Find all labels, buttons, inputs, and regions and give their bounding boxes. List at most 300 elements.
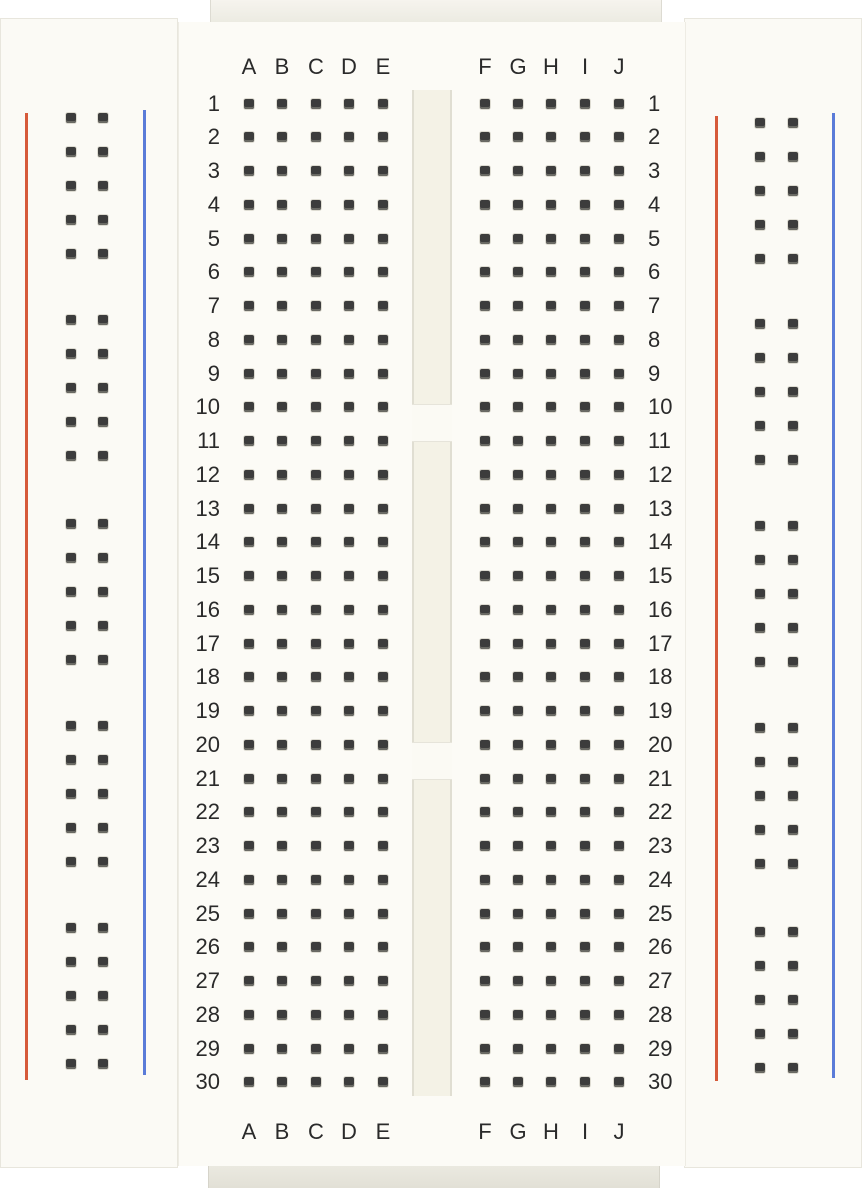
terminal-hole: [480, 605, 490, 615]
terminal-hole: [244, 200, 254, 210]
terminal-hole: [344, 672, 354, 682]
column-label: E: [375, 1119, 391, 1144]
column-label: F: [478, 54, 492, 79]
terminal-hole: [344, 875, 354, 885]
power-rail-hole: [788, 623, 798, 633]
terminal-hole: [614, 132, 624, 142]
terminal-hole: [378, 774, 388, 784]
terminal-hole: [513, 571, 523, 581]
terminal-hole: [513, 875, 523, 885]
terminal-hole: [614, 402, 624, 412]
terminal-hole: [344, 942, 354, 952]
column-label: D: [341, 54, 357, 79]
terminal-hole: [580, 909, 590, 919]
top-tab: [210, 0, 662, 23]
terminal-hole: [580, 99, 590, 109]
terminal-hole: [311, 234, 321, 244]
column-label: H: [543, 1119, 559, 1144]
power-rail-hole: [98, 957, 108, 967]
terminal-hole: [378, 672, 388, 682]
terminal-hole: [546, 99, 556, 109]
row-number: 14: [648, 529, 673, 555]
terminal-hole: [311, 976, 321, 986]
terminal-hole: [480, 909, 490, 919]
terminal-hole: [580, 1044, 590, 1054]
terminal-hole: [244, 1010, 254, 1020]
power-rail-hole: [98, 113, 108, 123]
terminal-hole: [580, 875, 590, 885]
terminal-hole: [277, 132, 287, 142]
terminal-hole: [546, 234, 556, 244]
power-rail-hole: [98, 587, 108, 597]
terminal-hole: [614, 267, 624, 277]
row-number: 27: [195, 968, 220, 993]
terminal-hole: [614, 470, 624, 480]
terminal-hole: [580, 301, 590, 311]
power-rail-hole: [66, 923, 76, 933]
power-rail-hole: [66, 383, 76, 393]
terminal-hole: [614, 200, 624, 210]
terminal-hole: [614, 1010, 624, 1020]
column-label: I: [581, 1119, 589, 1144]
terminal-hole: [344, 706, 354, 716]
row-number: 6: [648, 259, 661, 285]
power-rail-hole: [755, 421, 765, 431]
terminal-hole: [344, 99, 354, 109]
terminal-hole: [311, 267, 321, 277]
terminal-hole: [546, 875, 556, 885]
terminal-hole: [378, 166, 388, 176]
row-number: 18: [195, 664, 220, 690]
terminal-hole: [480, 436, 490, 446]
column-label: G: [509, 1119, 527, 1144]
terminal-hole: [244, 605, 254, 615]
terminal-hole: [311, 99, 321, 109]
terminal-hole: [277, 740, 287, 750]
terminal-hole: [344, 774, 354, 784]
power-rail-hole: [788, 791, 798, 801]
terminal-hole: [546, 166, 556, 176]
row-number: 25: [195, 900, 220, 926]
terminal-hole: [546, 672, 556, 682]
terminal-hole: [277, 369, 287, 379]
terminal-hole: [344, 335, 354, 345]
terminal-hole: [344, 470, 354, 480]
terminal-hole: [580, 369, 590, 379]
row-number: 17: [648, 630, 673, 656]
terminal-hole: [244, 436, 254, 446]
power-rail-hole: [755, 657, 765, 667]
power-rail-hole: [788, 555, 798, 565]
terminal-hole: [378, 504, 388, 514]
terminal-hole: [344, 807, 354, 817]
terminal-hole: [311, 132, 321, 142]
terminal-hole: [244, 335, 254, 345]
column-label: H: [543, 54, 559, 79]
terminal-hole: [546, 132, 556, 142]
row-number: 17: [195, 630, 220, 656]
terminal-hole: [344, 234, 354, 244]
terminal-hole: [378, 706, 388, 716]
power-rail-hole: [98, 451, 108, 461]
terminal-hole: [244, 706, 254, 716]
terminal-hole: [244, 672, 254, 682]
terminal-hole: [480, 504, 490, 514]
terminal-hole: [344, 369, 354, 379]
power-rail-hole: [755, 723, 765, 733]
terminal-hole: [480, 335, 490, 345]
terminal-hole: [277, 335, 287, 345]
terminal-hole: [277, 909, 287, 919]
terminal-hole: [378, 200, 388, 210]
terminal-hole: [614, 99, 624, 109]
terminal-hole: [614, 1077, 624, 1087]
terminal-hole: [513, 740, 523, 750]
terminal-hole: [580, 740, 590, 750]
terminal-hole: [311, 774, 321, 784]
terminal-hole: [480, 234, 490, 244]
terminal-hole: [344, 605, 354, 615]
terminal-hole: [277, 672, 287, 682]
terminal-hole: [614, 571, 624, 581]
row-number: 30: [195, 1069, 220, 1095]
power-rail-hole: [755, 319, 765, 329]
terminal-hole: [480, 369, 490, 379]
terminal-hole: [378, 436, 388, 446]
terminal-hole: [277, 1044, 287, 1054]
row-number: 3: [207, 158, 220, 183]
terminal-hole: [311, 841, 321, 851]
terminal-hole: [277, 976, 287, 986]
terminal-hole: [311, 537, 321, 547]
terminal-hole: [513, 942, 523, 952]
terminal-hole: [378, 267, 388, 277]
power-rail-hole: [66, 147, 76, 157]
power-rail-hole: [66, 957, 76, 967]
row-number: 22: [648, 799, 673, 825]
terminal-hole: [244, 942, 254, 952]
terminal-hole: [277, 267, 287, 277]
row-number: 1: [207, 90, 220, 116]
terminal-hole: [580, 436, 590, 446]
terminal-hole: [580, 267, 590, 277]
row-number: 12: [195, 461, 220, 487]
power-rail-hole: [788, 995, 798, 1005]
terminal-hole: [480, 1044, 490, 1054]
right-positive-line: [715, 116, 718, 1081]
column-label: D: [341, 1119, 357, 1144]
terminal-hole: [344, 841, 354, 851]
terminal-hole: [277, 537, 287, 547]
power-rail-hole: [788, 220, 798, 230]
terminal-hole: [614, 807, 624, 817]
terminal-hole: [580, 470, 590, 480]
terminal-hole: [378, 470, 388, 480]
terminal-hole: [580, 504, 590, 514]
row-number: 16: [195, 596, 220, 622]
terminal-hole: [614, 335, 624, 345]
terminal-hole: [614, 639, 624, 649]
row-number: 19: [195, 698, 220, 723]
terminal-hole: [614, 301, 624, 311]
terminal-hole: [513, 436, 523, 446]
terminal-hole: [546, 774, 556, 784]
power-rail-hole: [66, 249, 76, 259]
column-label: B: [274, 1119, 290, 1144]
terminal-hole: [277, 875, 287, 885]
terminal-hole: [344, 166, 354, 176]
terminal-hole: [513, 99, 523, 109]
terminal-hole: [277, 774, 287, 784]
power-rail-hole: [98, 349, 108, 359]
terminal-hole: [614, 976, 624, 986]
terminal-hole: [513, 672, 523, 682]
power-rail-hole: [788, 118, 798, 128]
terminal-hole: [244, 807, 254, 817]
power-rail-hole: [788, 859, 798, 869]
power-rail-hole: [66, 789, 76, 799]
terminal-hole: [311, 1010, 321, 1020]
row-number: 26: [648, 934, 673, 960]
terminal-hole: [580, 807, 590, 817]
terminal-hole: [513, 234, 523, 244]
power-rail-hole: [755, 825, 765, 835]
terminal-hole: [244, 470, 254, 480]
terminal-hole: [614, 1044, 624, 1054]
right-negative-line: [832, 113, 835, 1078]
power-rail-hole: [755, 927, 765, 937]
row-number: 3: [648, 158, 661, 183]
row-number: 11: [197, 428, 220, 453]
terminal-hole: [344, 537, 354, 547]
terminal-hole: [546, 807, 556, 817]
row-number: 4: [207, 191, 220, 217]
terminal-hole: [513, 537, 523, 547]
terminal-hole: [480, 132, 490, 142]
terminal-hole: [344, 436, 354, 446]
row-number: 2: [648, 124, 661, 150]
terminal-hole: [546, 200, 556, 210]
row-number: 15: [195, 563, 220, 588]
power-rail-hole: [788, 353, 798, 363]
row-number: 26: [195, 934, 220, 960]
terminal-hole: [480, 301, 490, 311]
power-rail-hole: [98, 147, 108, 157]
power-rail-hole: [788, 254, 798, 264]
terminal-hole: [344, 402, 354, 412]
terminal-hole: [480, 99, 490, 109]
power-rail-hole: [98, 923, 108, 933]
terminal-hole: [311, 504, 321, 514]
terminal-hole: [614, 672, 624, 682]
power-rail-hole: [755, 521, 765, 531]
terminal-hole: [513, 706, 523, 716]
terminal-hole: [513, 1044, 523, 1054]
terminal-hole: [580, 234, 590, 244]
row-number: 11: [648, 428, 671, 453]
terminal-hole: [311, 605, 321, 615]
power-rail-hole: [755, 118, 765, 128]
terminal-hole: [244, 639, 254, 649]
terminal-hole: [480, 166, 490, 176]
terminal-hole: [378, 335, 388, 345]
terminal-hole: [480, 571, 490, 581]
terminal-hole: [378, 740, 388, 750]
terminal-hole: [244, 537, 254, 547]
row-number: 12: [648, 461, 673, 487]
power-rail-hole: [788, 927, 798, 937]
column-label: J: [613, 54, 625, 79]
terminal-hole: [546, 605, 556, 615]
terminal-hole: [244, 402, 254, 412]
power-rail-hole: [66, 655, 76, 665]
terminal-hole: [378, 942, 388, 952]
terminal-hole: [480, 267, 490, 277]
power-rail-hole: [98, 315, 108, 325]
power-rail-hole: [755, 353, 765, 363]
row-number: 14: [195, 529, 220, 555]
terminal-hole: [311, 706, 321, 716]
terminal-hole: [344, 639, 354, 649]
channel-bridge: [412, 742, 452, 780]
row-number: 10: [648, 394, 673, 420]
power-rail-hole: [66, 991, 76, 1001]
terminal-hole: [580, 706, 590, 716]
terminal-hole: [378, 234, 388, 244]
power-rail-hole: [98, 991, 108, 1001]
power-rail-hole: [98, 823, 108, 833]
terminal-hole: [546, 369, 556, 379]
terminal-hole: [614, 504, 624, 514]
power-rail-hole: [66, 857, 76, 867]
terminal-hole: [378, 99, 388, 109]
terminal-hole: [546, 976, 556, 986]
terminal-hole: [344, 909, 354, 919]
terminal-hole: [513, 1077, 523, 1087]
terminal-hole: [480, 537, 490, 547]
power-rail-hole: [66, 755, 76, 765]
row-number: 5: [648, 225, 661, 251]
power-rail-hole: [788, 152, 798, 162]
terminal-hole: [277, 1010, 287, 1020]
row-number: 7: [648, 293, 661, 318]
row-number: 5: [207, 225, 220, 251]
terminal-hole: [513, 605, 523, 615]
power-rail-hole: [66, 113, 76, 123]
terminal-hole: [480, 976, 490, 986]
terminal-hole: [546, 402, 556, 412]
terminal-hole: [480, 875, 490, 885]
row-number: 21: [195, 765, 220, 791]
power-rail-hole: [755, 1029, 765, 1039]
terminal-hole: [580, 976, 590, 986]
terminal-hole: [513, 976, 523, 986]
terminal-hole: [480, 672, 490, 682]
terminal-hole: [311, 1077, 321, 1087]
terminal-hole: [546, 436, 556, 446]
row-number: 6: [207, 259, 220, 285]
power-rail-hole: [755, 995, 765, 1005]
power-rail-hole: [755, 623, 765, 633]
terminal-hole: [378, 1044, 388, 1054]
terminal-hole: [480, 807, 490, 817]
row-number: 29: [195, 1035, 220, 1061]
terminal-hole: [277, 807, 287, 817]
terminal-hole: [480, 841, 490, 851]
left-negative-line: [143, 110, 146, 1075]
terminal-hole: [546, 942, 556, 952]
terminal-hole: [546, 504, 556, 514]
terminal-hole: [277, 1077, 287, 1087]
terminal-hole: [580, 132, 590, 142]
terminal-hole: [344, 571, 354, 581]
terminal-hole: [244, 166, 254, 176]
terminal-hole: [513, 841, 523, 851]
power-rail-hole: [98, 755, 108, 765]
column-label: B: [274, 54, 290, 79]
terminal-hole: [614, 740, 624, 750]
terminal-hole: [378, 1077, 388, 1087]
terminal-hole: [244, 571, 254, 581]
terminal-hole: [244, 1077, 254, 1087]
terminal-hole: [614, 166, 624, 176]
terminal-hole: [344, 976, 354, 986]
power-rail-hole: [66, 823, 76, 833]
terminal-hole: [311, 875, 321, 885]
terminal-hole: [580, 537, 590, 547]
terminal-hole: [277, 99, 287, 109]
terminal-hole: [513, 301, 523, 311]
row-number: 28: [648, 1001, 673, 1027]
terminal-hole: [546, 470, 556, 480]
terminal-hole: [344, 1044, 354, 1054]
terminal-hole: [277, 436, 287, 446]
terminal-hole: [513, 639, 523, 649]
terminal-hole: [277, 200, 287, 210]
row-number: 27: [648, 968, 673, 993]
row-number: 21: [648, 765, 673, 791]
terminal-hole: [378, 909, 388, 919]
row-number: 28: [195, 1001, 220, 1027]
terminal-hole: [480, 200, 490, 210]
power-rail-hole: [788, 455, 798, 465]
row-number: 1: [648, 90, 661, 116]
terminal-hole: [244, 909, 254, 919]
row-number: 24: [195, 866, 220, 892]
terminal-hole: [580, 166, 590, 176]
row-number: 25: [648, 900, 673, 926]
terminal-hole: [378, 537, 388, 547]
power-rail-hole: [755, 555, 765, 565]
terminal-hole: [546, 1044, 556, 1054]
terminal-hole: [580, 942, 590, 952]
power-rail-hole: [755, 455, 765, 465]
column-label: A: [241, 54, 257, 79]
terminal-hole: [513, 807, 523, 817]
terminal-hole: [311, 807, 321, 817]
terminal-hole: [614, 774, 624, 784]
power-rail-hole: [66, 315, 76, 325]
row-number: 15: [648, 563, 673, 588]
terminal-hole: [580, 774, 590, 784]
terminal-hole: [546, 706, 556, 716]
power-rail-hole: [755, 961, 765, 971]
terminal-hole: [277, 639, 287, 649]
column-label: C: [308, 54, 324, 79]
power-rail-hole: [98, 553, 108, 563]
terminal-hole: [244, 99, 254, 109]
terminal-hole: [311, 200, 321, 210]
